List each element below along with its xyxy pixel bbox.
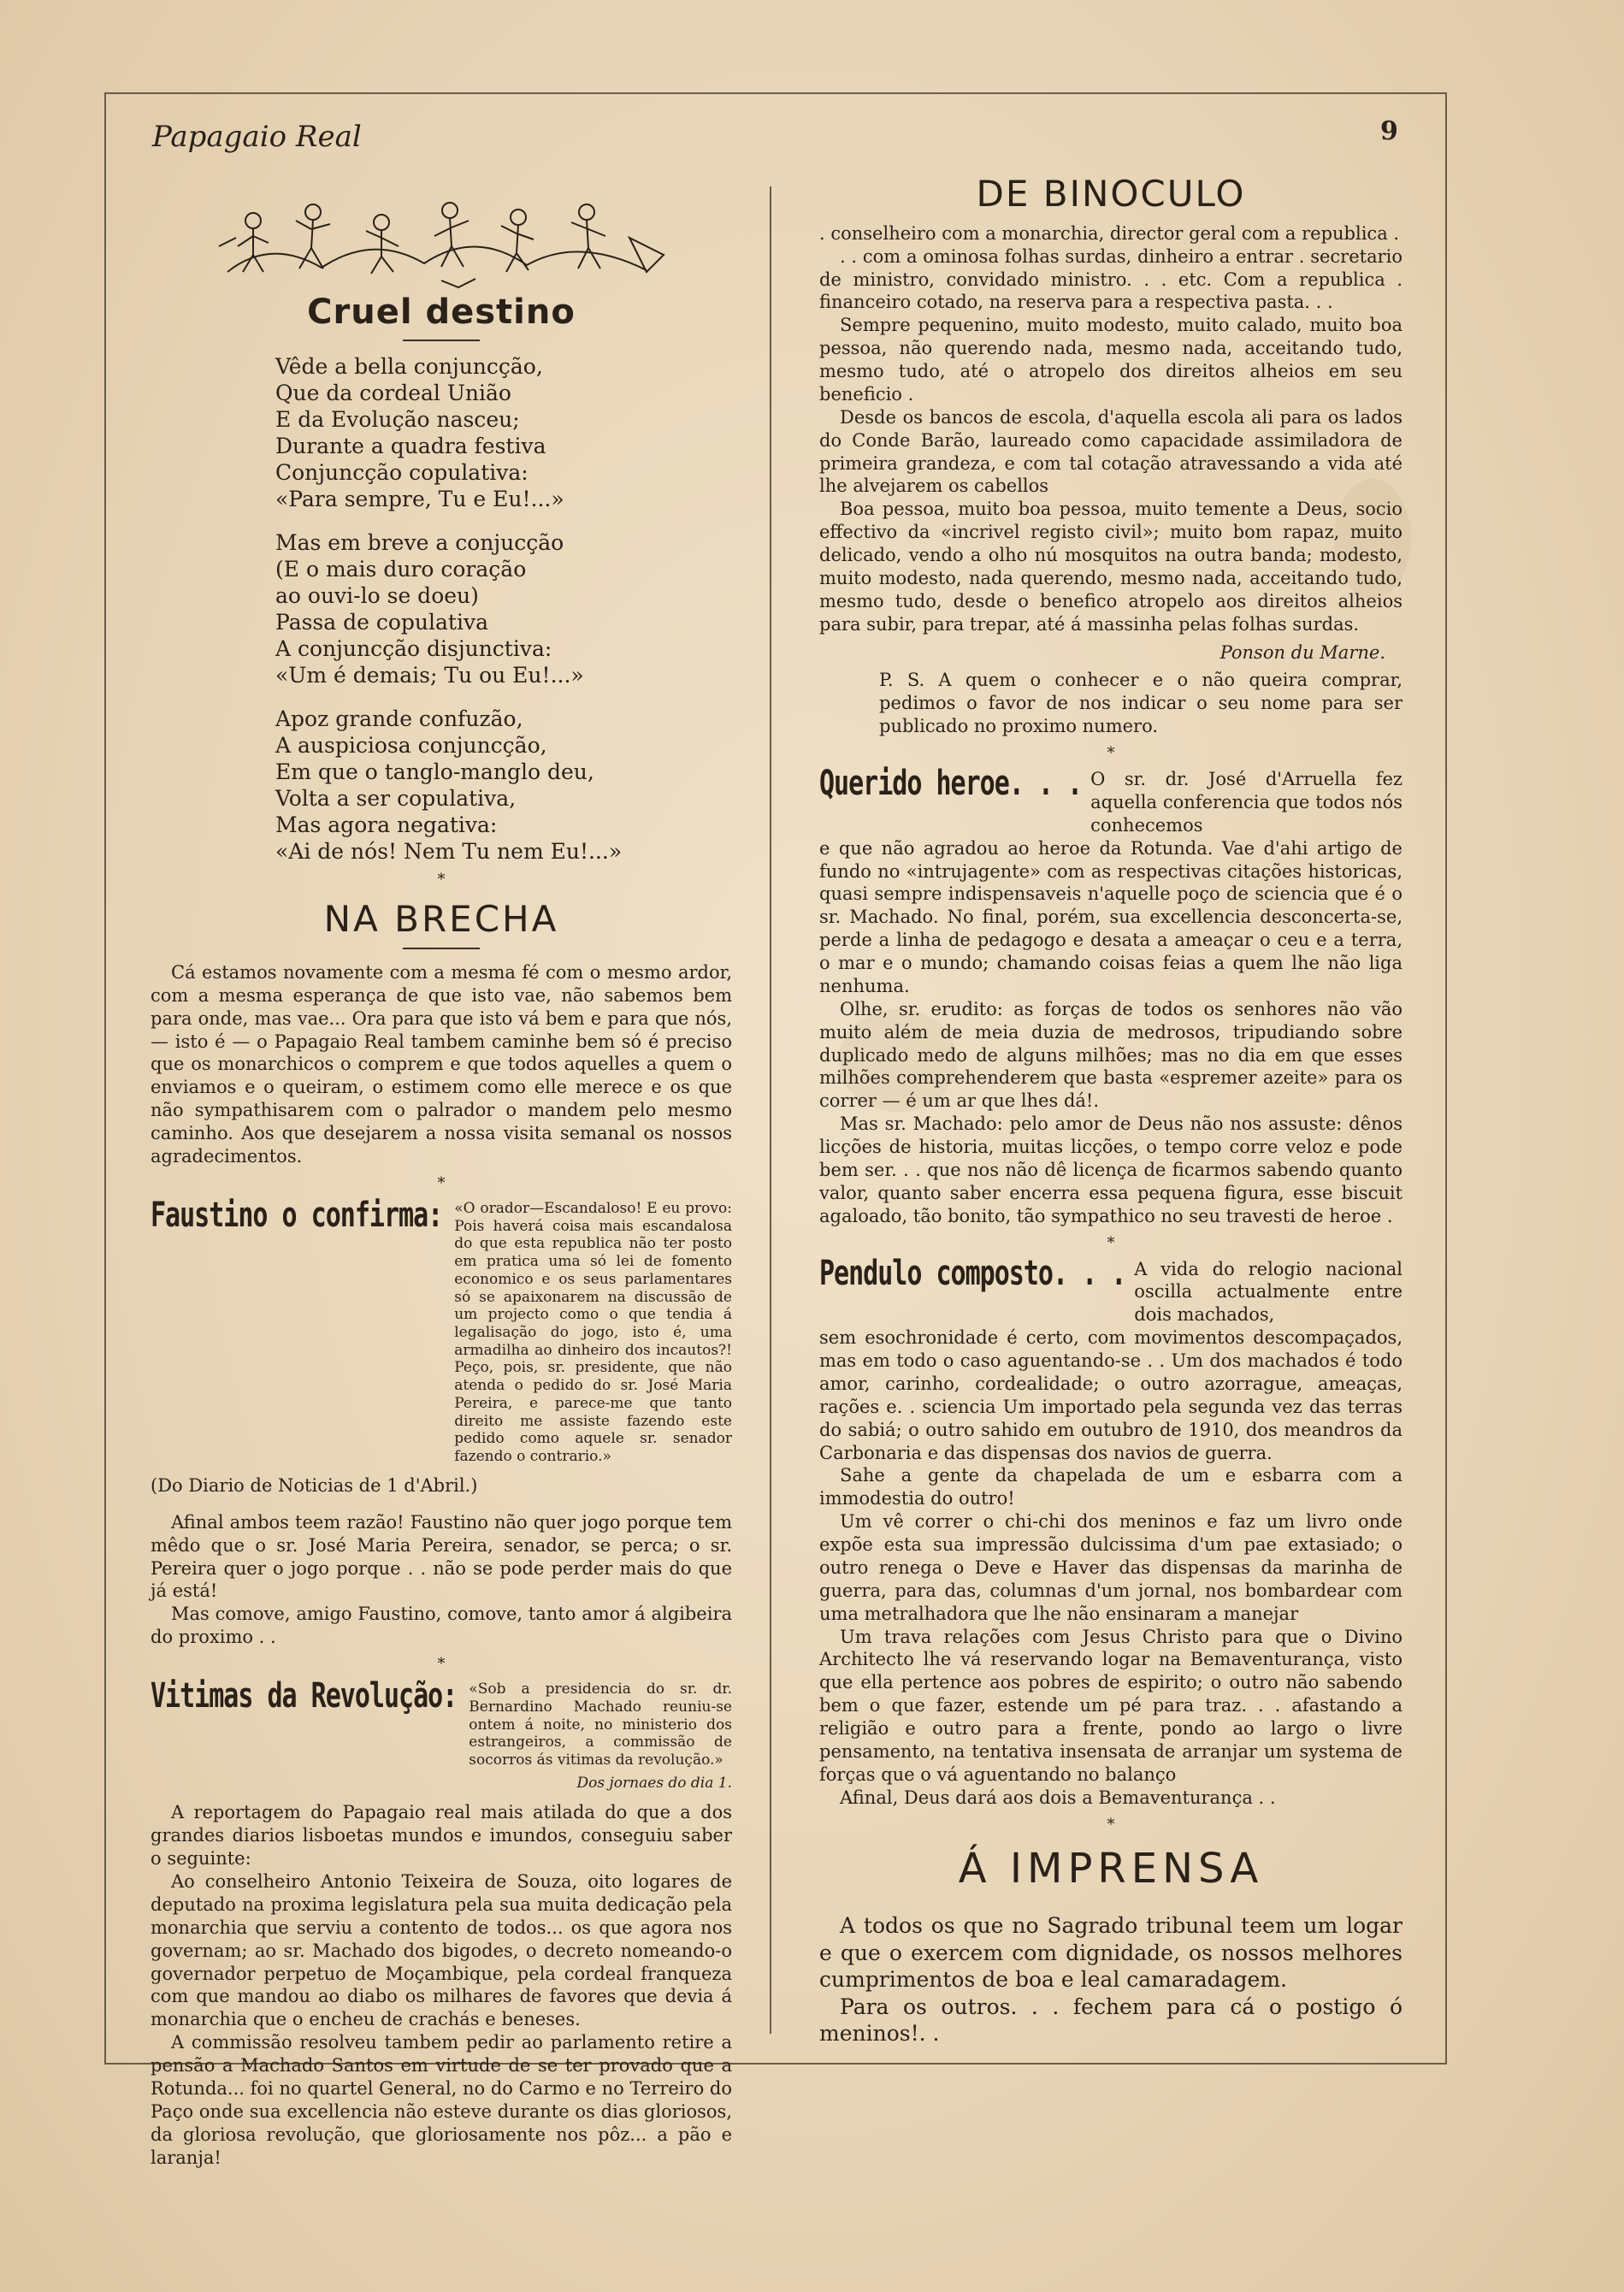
poem-line: A auspiciosa conjuncção, <box>275 733 547 759</box>
title-rule <box>403 948 480 949</box>
pendulo-composto-heading: Pendulo composto. . . <box>819 1253 1126 1294</box>
poem-line: Em que o tanglo-manglo deu, <box>275 759 594 785</box>
heroe-block <box>819 763 1403 837</box>
dancing-figures-illustration <box>202 186 681 289</box>
faustino-heading: Faustino o confirma: <box>151 1195 443 1236</box>
postscript: P. S. A quem o conhecer e o não queira comprar, pedimos o favor de nos indicar o seu nome para ser publicado no proximo numero. <box>879 670 1403 737</box>
binoculo-paragraph: Boa pessoa, muito boa pessoa, muito temente a Deus, socio effectivo da «incrivel registo civil»; muito bom rapaz, muito delicado, vendo a olho nú mosquitos na outra banda; modesto, muito modesto, nada querendo, mesmo nada, acceitando tudo, mesmo tudo, desde o benefico atropelo aos direitos alheios para subir, para trepar, até á massinha pelas folhas surdas. <box>819 499 1403 635</box>
imprensa-paragraph: Para os outros. . . fechem para cá o postigo ó meninos!. . <box>819 1994 1403 2047</box>
binoculo-paragraph: Sempre pequenino, muito modesto, muito calado, muito boa pessoa, não querendo nada, mesmo nada, acceitando tudo, mesmo tudo, até o atropelo dos direitos alheios em seu beneficio . <box>819 315 1403 405</box>
pendulo-paragraph: sem esochronidade é certo, com movimentos descompaçados, mas em todo o caso aguentando-se . . Um dos machados é todo amor, carinho, cordealidade; o outro azorrague, ameaças, rações e. . sciencia Um importado pela segunda vez das terras do sabiá; o outro sahido em outubro de 1910, dos meandros da Carbonaria e das dispensas dos navios de guerra. <box>819 1327 1403 1463</box>
faustino-source: (Do Diario de Noticias de 1 d'Abril.) <box>151 1474 478 1496</box>
imprensa-paragraph: A todos os que no Sagrado tribunal teem um logar e que o exercem com dignidade, os nossos melhores cumprimentos de boa e leal camaradagem. <box>819 1913 1403 1993</box>
vitimas-heading: Vitimas da Revolução: <box>151 1675 458 1716</box>
na-brecha-title: NA BRECHA <box>323 898 559 941</box>
faustino-block <box>151 1195 732 1466</box>
pendulo-paragraph: Sahe a gente da chapelada de um e esbarra com a immodestia do outro! <box>819 1465 1403 1509</box>
poem-line: Que da cordeal União <box>275 381 511 406</box>
binoculo-paragraph: Desde os bancos de escola, d'aquella escola ali para os lados do Conde Barão, laureado como capacidade assimiladora de primeira grandeza, e com tal cotação atravessando a vida até lhe alvejarem os cabellos <box>819 406 1403 497</box>
masthead-title: Papagaio Real <box>152 120 362 154</box>
poem-line: Mas em breve a conjucção <box>275 530 564 556</box>
column-divider <box>770 186 771 2034</box>
binoculo-paragraph: . . com a ominosa folhas surdas, dinheiro a entrar . secretario de ministro, convidado ministro. . . etc. Com a republica . financeiro cotado, na reserva para a respectiva pasta. . . <box>819 245 1403 313</box>
vitimas-block <box>151 1675 732 1769</box>
heroe-paragraph: e que não agradou ao heroe da Rotunda. Vae d'ahi artigo de fundo no «intrujagente» com as respectivas citações historicas, quasi sempre indispensaveis n'aquelle poço de sciencia que é o sr. Machado. No final, porém, sua excellencia desconcerta-se, perde a linha de pedagogo e desata a ameaçar o ceu e a terra, o mar e o mundo; chamando coisas feias a quem lhe não liga nenhuma. <box>819 837 1403 996</box>
pendulo-paragraph: Afinal, Deus dará aos dois a Bemaventurança . . <box>840 1787 1276 1808</box>
section-separator: * <box>1107 1233 1115 1252</box>
poem-line: Passa de copulativa <box>275 610 488 635</box>
poem-line: A conjuncção disjunctiva: <box>275 636 552 662</box>
poem-stanza-1 <box>151 353 732 512</box>
binoculo-paragraph: . conselheiro com a monarchia, director geral com a republica . <box>819 222 1400 244</box>
pendulo-lead: A vida do relogio nacional oscilla actualmente entre dois machados, <box>1134 1258 1403 1326</box>
poem-line: «Para sempre, Tu e Eu!...» <box>275 487 564 512</box>
page-number: 9 <box>1380 116 1398 146</box>
left-column <box>151 186 732 2169</box>
poem-line: (E o mais duro coração <box>275 557 527 582</box>
heroe-paragraph: Mas sr. Machado: pelo amor de Deus não nos assuste: dênos licções de historia, muitas licções, o tempo corre veloz e pode bem ser. . . que nos não dê licença de ficarmos sabendo quanto valor, quanto saber encerra essa pequena figura, esse biscuit agaloado, tão bonito, tão sympathico no seu travesti de heroe . <box>819 1114 1403 1226</box>
cruel-destino-title: Cruel destino <box>307 292 576 332</box>
heroe-paragraph: Olhe, sr. erudito: as forças de todos os senhores não vão muito além de meia duzia de medrosos, tripudiando sobre duplicado medo de alguns milhões; mas no dia em que esses milhões comprehenderem que basta «espremer azeite» para os correr — é um ar que lhes dá!. <box>819 998 1403 1112</box>
right-column <box>819 171 1403 2047</box>
vitimas-quote: «Sob a presidencia do sr. dr. Bernardino Machado reuniu-se ontem á noite, no ministerio dos estrangeiros, a commissão de socorros ás vitimas da revolução.» <box>469 1681 732 1769</box>
vitimas-paragraph: Ao conselheiro Antonio Teixeira de Souza, oito logares de deputado na proxima legislatura pela sua muita dedicação pela monarchia que serviu a contento de todos... os que agora nos governam; ao sr. Machado dos bigodes, o decreto nomeando-o governador perpetuo de Moçambique, pela cordeal franqueza com que mandou ao diabo os milhares de favores que devia á monarchia que o encheu de crachás e beneses. <box>151 1871 732 2030</box>
title-rule <box>403 340 480 341</box>
vitimas-paragraph: A commissão resolveu tambem pedir ao parlamento retire a pensão a Machado Santos em virtude de se ter provado que a Rotunda... foi no quartel General, no do Carmo e no Terreiro do Paço onde sua excellencia não esteve durante os dias gloriosos, da gloriosa revolução, que gloriosamente nos pôz... a pão e laranja! <box>151 2032 732 2168</box>
poem-line: Mas agora negativa: <box>275 812 498 838</box>
section-separator: * <box>1107 1815 1115 1834</box>
author-signature: Ponson du Marne. <box>1219 641 1385 663</box>
poem-line: E da Evolução nasceu; <box>275 407 520 433</box>
poem-line: Apoz grande confuzão, <box>275 706 523 732</box>
pendulo-block <box>819 1253 1403 1327</box>
poem-line: Durante a quadra festiva <box>275 434 546 459</box>
poem-line: Conjuncção copulativa: <box>275 460 529 486</box>
pendulo-paragraph: Um trava relações com Jesus Christo para que o Divino Architecto lhe vá reservando logar na Bemaventurança, visto que ella pertence aos pobres de espirito; o outro não sabendo bem o que fazer, estende um pé para traz. . . afastando a religião e outro para a frente, pondo ao largo o livre pensamento, na tentativa insensata de arranjar um systema de forças que o vá aguentando no balanço <box>819 1626 1403 1785</box>
vitimas-paragraph: A reportagem do Papagaio real mais atilada do que a dos grandes diarios lisboetas mundos e imundos, conseguiu saber o seguinte: <box>151 1802 732 1870</box>
imprensa-section <box>819 1912 1403 2047</box>
poem-line: «Um é demais; Tu ou Eu!...» <box>275 663 584 688</box>
poem-stanza-2 <box>151 529 732 688</box>
poem-line: «Ai de nós! Nem Tu nem Eu!...» <box>275 839 623 865</box>
pendulo-paragraph: Um vê correr o chi-chi dos meninos e faz um livro onde expõe esta sua impressão dulcissima d'um pae extasiado; o outro renega o Deve e Haver das dispensas da marinha de guerra, para das, columnas d'um jornal, nos bombardear com uma metralhadora que lhe não ensinaram a manejar <box>819 1511 1403 1624</box>
querido-heroe-heading: Querido heroe. . . <box>819 763 1083 804</box>
section-separator: * <box>437 1173 446 1192</box>
a-imprensa-title: Á IMPRENSA <box>958 1844 1264 1893</box>
na-brecha-text: Cá estamos novamente com a mesma fé com o mesmo ardor, com a mesma esperança de que isto vae, não sabemos bem para onde, mas vae... Ora para que isto vá bem e para que nós, — isto é — o Papagaio Real tambem caminhe bem só é preciso que os monarchicos o comprem e que todos aquelles a quem o enviamos e o queiram, o estimem como elle merece e os que não sympathisarem com o palrador o mandem pelo mesmo caminho. Aos que desejarem a nossa visita semanal os nossos agradecimentos. <box>151 961 732 1167</box>
faustino-quote: «O orador—Escandaloso! E eu provo: Pois haverá coisa mais escandalosa do que esta republica não ter posto em pratica uma só lei de fomento economico e os seus parlamentares só se apaixonarem na discussão de um projecto como o que tendia á legalisação do jogo, isto é, uma armadilha ao dinheiro dos incautos?! Peço, pois, sr. presidente, que não atenda o pedido do sr. José Maria Pereira, e parece-me que tanto direito me assiste fazendo este pedido como aquele sr. senador fazendo o contrario.» <box>454 1199 732 1466</box>
de-binoculo-title: DE BINOCULO <box>976 173 1246 215</box>
poem-stanza-3 <box>151 706 732 865</box>
section-separator: * <box>437 1655 446 1674</box>
poem-line: ao ouvi-lo se doeu) <box>275 583 479 609</box>
section-separator: * <box>1107 744 1115 762</box>
faustino-paragraph: Mas comove, amigo Faustino, comove, tanto amor á algibeira do proximo . . <box>151 1604 732 1648</box>
vitimas-source: Dos jornaes do dia 1. <box>576 1774 732 1792</box>
poem-line: Vêde a bella conjuncção, <box>275 354 543 380</box>
section-separator: * <box>437 871 446 889</box>
heroe-lead: O sr. dr. José d'Arruella fez aquella conferencia que todos nós conhecemos <box>1090 769 1403 836</box>
poem-line: Volta a ser copulativa, <box>275 786 517 812</box>
faustino-paragraph: Afinal ambos teem razão! Faustino não quer jogo porque tem mêdo que o sr. José Maria Pereira, senador, se perca; o sr. Pereira quer o jogo porque . . não se pode perder mais do que já está! <box>151 1511 732 1602</box>
